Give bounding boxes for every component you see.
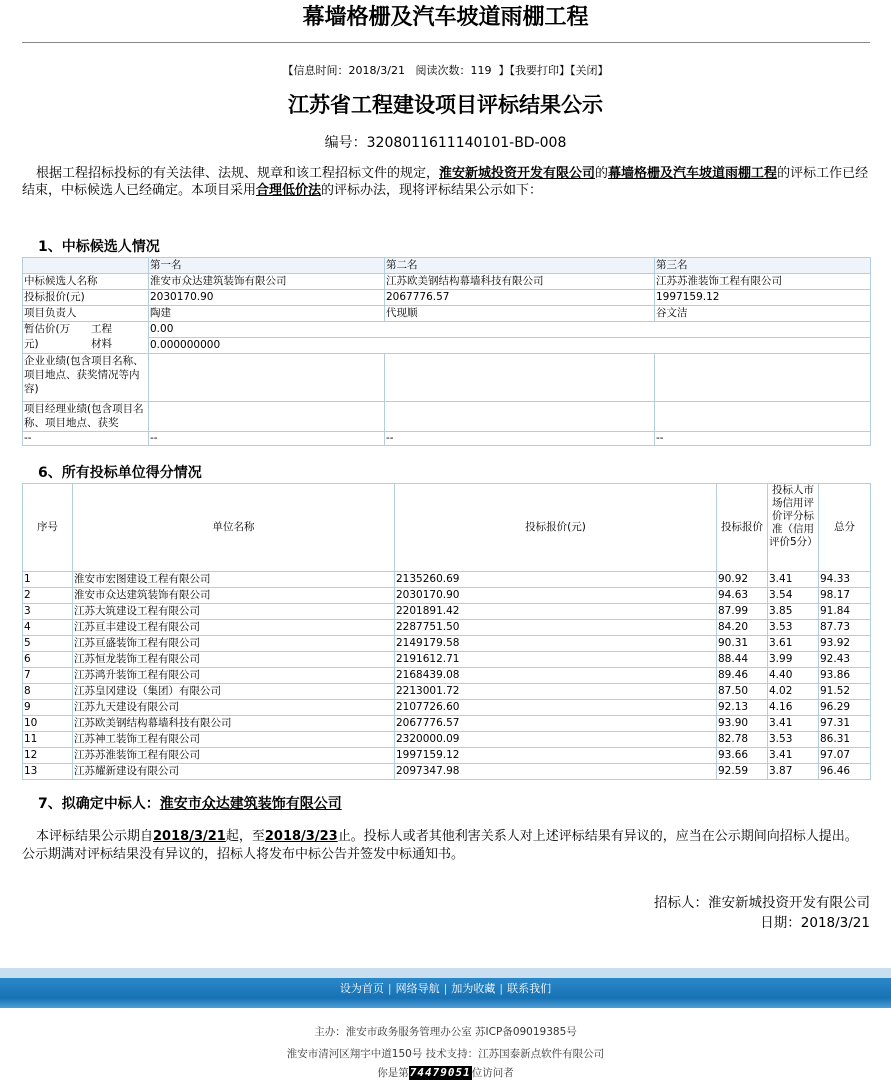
- info-bar: [0, 64, 891, 78]
- company-name: 淮安市宏图建设工程有限公司: [73, 572, 395, 588]
- bid-score: 87.99: [717, 604, 768, 620]
- row-number: 6: [23, 652, 73, 668]
- footer-separator: |: [387, 982, 392, 995]
- row-number: 8: [23, 684, 73, 700]
- total-score: 98.17: [819, 588, 871, 604]
- bid-price: 2149179.58: [395, 636, 717, 652]
- dash-cell: --: [149, 432, 385, 446]
- document-number: 编号：3208011611140101-BD-008: [324, 135, 567, 151]
- bid-price: 2191612.71: [395, 652, 717, 668]
- company-name: 江苏恒龙装饰工程有限公司: [73, 652, 395, 668]
- footer-address: 淮安市清河区翔宇中道150号 技术支持：江苏国泰新点软件有限公司: [286, 1048, 605, 1060]
- bid-price: 2067776.57: [395, 716, 717, 732]
- credit-score: 3.53: [768, 732, 819, 748]
- company-name: 江苏亘丰建设工程有限公司: [73, 620, 395, 636]
- table-cell: [149, 354, 385, 402]
- bid-score: 93.90: [717, 716, 768, 732]
- total-score: 97.07: [819, 748, 871, 764]
- bid-price: 2168439.08: [395, 668, 717, 684]
- table-row: [23, 258, 871, 274]
- dash-cell: --: [23, 432, 149, 446]
- row-number: 2: [23, 588, 73, 604]
- label-manager: 项目负责人: [23, 306, 149, 322]
- company-name: 江苏鸿升装饰工程有限公司: [73, 668, 395, 684]
- intro-text-2: 的: [595, 166, 609, 181]
- bid-score: 92.59: [717, 764, 768, 780]
- info-suffix: 】: [498, 64, 510, 77]
- table-cell: [385, 402, 655, 432]
- footer-links: [0, 981, 891, 997]
- bid-score: 93.66: [717, 748, 768, 764]
- company-name: 淮安市众达建筑装饰有限公司: [73, 588, 395, 604]
- bid-score: 92.13: [717, 700, 768, 716]
- bid-score: 84.20: [717, 620, 768, 636]
- total-score: 97.31: [819, 716, 871, 732]
- title-divider: [22, 42, 870, 43]
- notice-end-date: 2018/3/23: [264, 829, 338, 844]
- info-reads: 119: [470, 64, 492, 77]
- table-row: [23, 290, 871, 306]
- table-row: [23, 402, 871, 432]
- bid-price: 2135260.69: [395, 572, 717, 588]
- credit-score: 3.85: [768, 604, 819, 620]
- candidate-price-3: 1997159.12: [655, 290, 871, 306]
- table-row: [23, 620, 871, 636]
- label-price: 投标报价(元): [23, 290, 149, 306]
- credit-score: 3.54: [768, 588, 819, 604]
- table-header-row: [23, 484, 871, 572]
- total-score: 96.46: [819, 764, 871, 780]
- credit-score: 4.02: [768, 684, 819, 700]
- table-row: [23, 306, 871, 322]
- credit-score: 3.61: [768, 636, 819, 652]
- bid-score: 90.92: [717, 572, 768, 588]
- total-score: 96.29: [819, 700, 871, 716]
- label-provisional-a: 暂估价(万: [24, 323, 71, 335]
- total-score: 91.52: [819, 684, 871, 700]
- label-engineering: 工程: [91, 323, 112, 335]
- company-name: 江苏耀新建设有限公司: [73, 764, 395, 780]
- header-bid-score: 投标报价: [717, 484, 768, 572]
- table-row: [23, 588, 871, 604]
- bid-price: 2107726.60: [395, 700, 717, 716]
- candidate-manager-2: 代现顺: [385, 306, 655, 322]
- bid-price: 2201891.42: [395, 604, 717, 620]
- winner-line: [38, 795, 342, 813]
- label-material: 材料: [91, 338, 112, 350]
- info-date: 2018/3/21: [348, 64, 405, 77]
- intro-text-1: 根据工程招标投标的有关法律、法规、规章和该工程招标文件的规定，: [36, 166, 440, 181]
- row-number: 13: [23, 764, 73, 780]
- intro-text-4: 的评标办法，现将评标结果公示如下：: [321, 183, 543, 198]
- label-manager-performance: 项目经理业绩(包含项目名称、项目地点、获奖: [23, 402, 149, 432]
- table-cell: [23, 258, 149, 274]
- winner-label: 7、拟确定中标人：: [38, 796, 160, 812]
- credit-score: 4.40: [768, 668, 819, 684]
- credit-score: 4.16: [768, 700, 819, 716]
- bid-price: 2320000.09: [395, 732, 717, 748]
- table-row: [23, 668, 871, 684]
- document-title: 江苏省工程建设项目评标结果公示: [288, 92, 603, 117]
- candidate-name-3: 江苏苏淮装饰工程有限公司: [655, 274, 871, 290]
- bid-score: 94.63: [717, 588, 768, 604]
- site-nav-link[interactable]: 网络导航: [395, 982, 440, 995]
- candidate-name-1: 淮安市众达建筑装饰有限公司: [149, 274, 385, 290]
- rank-2: 第二名: [385, 258, 655, 274]
- bid-score: 87.50: [717, 684, 768, 700]
- table-cell: [655, 402, 871, 432]
- table-cell: [655, 354, 871, 402]
- table-row: [23, 716, 871, 732]
- notice-text-1: 本评标结果公示期自: [36, 829, 154, 844]
- section1-heading: 1、中标候选人情况: [38, 239, 160, 255]
- table-row: [23, 274, 871, 290]
- intro-tenderer: 淮安新城投资开发有限公司: [439, 166, 596, 181]
- rank-1: 第一名: [149, 258, 385, 274]
- bid-score: 89.46: [717, 668, 768, 684]
- bid-score: 90.31: [717, 636, 768, 652]
- credit-score: 3.41: [768, 716, 819, 732]
- candidate-manager-3: 谷文洁: [655, 306, 871, 322]
- candidate-name-2: 江苏欧美钢结构幕墙科技有限公司: [385, 274, 655, 290]
- bid-price: 2213001.72: [395, 684, 717, 700]
- notice-text-3: 止。投标人或者其他利害关系人对上述评标结果有异议的，应当在公示期间向招标人提出。公示期满对评标结果没有异议的，招标人将发布中标公告并签发中标通知书。: [22, 829, 858, 862]
- table-row: [23, 652, 871, 668]
- credit-score: 3.53: [768, 620, 819, 636]
- winner-name: 淮安市众达建筑装饰有限公司: [159, 796, 342, 812]
- info-prefix: 【信息时间：: [282, 64, 349, 77]
- table-row: [23, 322, 871, 354]
- header-no: 序号: [23, 484, 73, 572]
- contact-us-link[interactable]: 联系我们: [507, 982, 552, 995]
- dash-cell: --: [655, 432, 871, 446]
- set-homepage-link[interactable]: 设为首页: [339, 982, 384, 995]
- label-provisional-b: 元): [24, 338, 39, 350]
- candidate-price-2: 2067776.57: [385, 290, 655, 306]
- intro-project: 幕墙格栅及汽车坡道雨棚工程: [608, 166, 778, 181]
- signature-tenderer: 招标人：淮安新城投资开发有限公司: [654, 895, 870, 911]
- table-row: [23, 732, 871, 748]
- credit-score: 3.41: [768, 748, 819, 764]
- visitor-prefix: 你是第: [377, 1067, 409, 1079]
- company-name: 江苏皇冈建设（集团）有限公司: [73, 684, 395, 700]
- row-number: 4: [23, 620, 73, 636]
- table-row: [23, 700, 871, 716]
- section6-heading: 6、所有投标单位得分情况: [38, 465, 202, 481]
- visitor-count: 74479051: [409, 1066, 471, 1079]
- footer-separator: |: [443, 982, 448, 995]
- table-row: [23, 604, 871, 620]
- visitor-counter: [0, 1066, 891, 1080]
- page-title: 幕墙格栅及汽车坡道雨棚工程: [302, 4, 589, 30]
- intro-method: 合理低价法: [256, 183, 322, 198]
- footer-separator: |: [499, 982, 504, 995]
- close-link[interactable]: 【关闭】: [569, 64, 609, 77]
- company-name: 江苏九天建设有限公司: [73, 700, 395, 716]
- header-name: 单位名称: [73, 484, 395, 572]
- table-row: [23, 684, 871, 700]
- row-number: 10: [23, 716, 73, 732]
- bid-score: 88.44: [717, 652, 768, 668]
- table-row: [23, 748, 871, 764]
- total-score: 94.33: [819, 572, 871, 588]
- company-name: 江苏苏淮装饰工程有限公司: [73, 748, 395, 764]
- header-total: 总分: [819, 484, 871, 572]
- table-row: [23, 764, 871, 780]
- score-rows: [23, 572, 871, 780]
- credit-score: 3.87: [768, 764, 819, 780]
- header-credit: 投标人市场信用评价评分标准（信用评价5分）: [768, 484, 819, 572]
- material-value: 0.000000000: [149, 337, 870, 352]
- total-score: 93.86: [819, 668, 871, 684]
- row-number: 12: [23, 748, 73, 764]
- credit-score: 3.99: [768, 652, 819, 668]
- row-number: 5: [23, 636, 73, 652]
- label-name: 中标候选人名称: [23, 274, 149, 290]
- add-favorite-link[interactable]: 加为收藏: [451, 982, 496, 995]
- bid-price: 2097347.98: [395, 764, 717, 780]
- intro-text-3: 的评标工作已经结束，中标候选人已经确定。本项目采用: [22, 166, 869, 198]
- credit-score: 3.41: [768, 572, 819, 588]
- row-number: 11: [23, 732, 73, 748]
- table-row: [23, 636, 871, 652]
- company-name: 江苏神工装饰工程有限公司: [73, 732, 395, 748]
- bid-score: 82.78: [717, 732, 768, 748]
- engineering-value: 0.00: [150, 323, 174, 335]
- info-reads-label: 阅读次数：: [415, 64, 471, 77]
- total-score: 86.31: [819, 732, 871, 748]
- bid-price: 2287751.50: [395, 620, 717, 636]
- row-number: 7: [23, 668, 73, 684]
- signature-date: 日期：2018/3/21: [760, 915, 870, 931]
- candidate-price-1: 2030170.90: [149, 290, 385, 306]
- table-cell: [149, 402, 385, 432]
- visitor-suffix: 位访问者: [471, 1067, 514, 1079]
- intro-paragraph: [22, 165, 870, 199]
- notice-text-2: 起，至: [225, 829, 265, 844]
- candidate-manager-1: 陶建: [149, 306, 385, 322]
- dash-cell: --: [385, 432, 655, 446]
- total-score: 87.73: [819, 620, 871, 636]
- candidates-table: [22, 257, 871, 446]
- total-score: 91.84: [819, 604, 871, 620]
- row-number: 3: [23, 604, 73, 620]
- scores-table: [22, 483, 871, 780]
- table-row: [23, 432, 871, 446]
- label-provisional: [23, 322, 149, 354]
- total-score: 93.92: [819, 636, 871, 652]
- table-cell: [385, 354, 655, 402]
- total-score: 92.43: [819, 652, 871, 668]
- bid-price: 2030170.90: [395, 588, 717, 604]
- provisional-values: [149, 322, 871, 354]
- company-name: 江苏亘盛装饰工程有限公司: [73, 636, 395, 652]
- footer-sponsor: 主办：淮安市政务服务管理办公室 苏ICP备09019385号: [314, 1026, 577, 1038]
- table-row: [23, 354, 871, 402]
- table-row: [23, 572, 871, 588]
- print-link[interactable]: 【我要打印】: [509, 64, 570, 77]
- company-name: 江苏欧美钢结构幕墙科技有限公司: [73, 716, 395, 732]
- row-number: 1: [23, 572, 73, 588]
- bid-price: 1997159.12: [395, 748, 717, 764]
- notice-paragraph: [22, 828, 870, 864]
- row-number: 9: [23, 700, 73, 716]
- label-company-performance: 企业业绩(包含项目名称、项目地点、获奖情况等内容): [23, 354, 149, 402]
- notice-start-date: 2018/3/21: [153, 829, 226, 844]
- header-price: 投标报价(元): [395, 484, 717, 572]
- company-name: 江苏大筑建设工程有限公司: [73, 604, 395, 620]
- rank-3: 第三名: [655, 258, 871, 274]
